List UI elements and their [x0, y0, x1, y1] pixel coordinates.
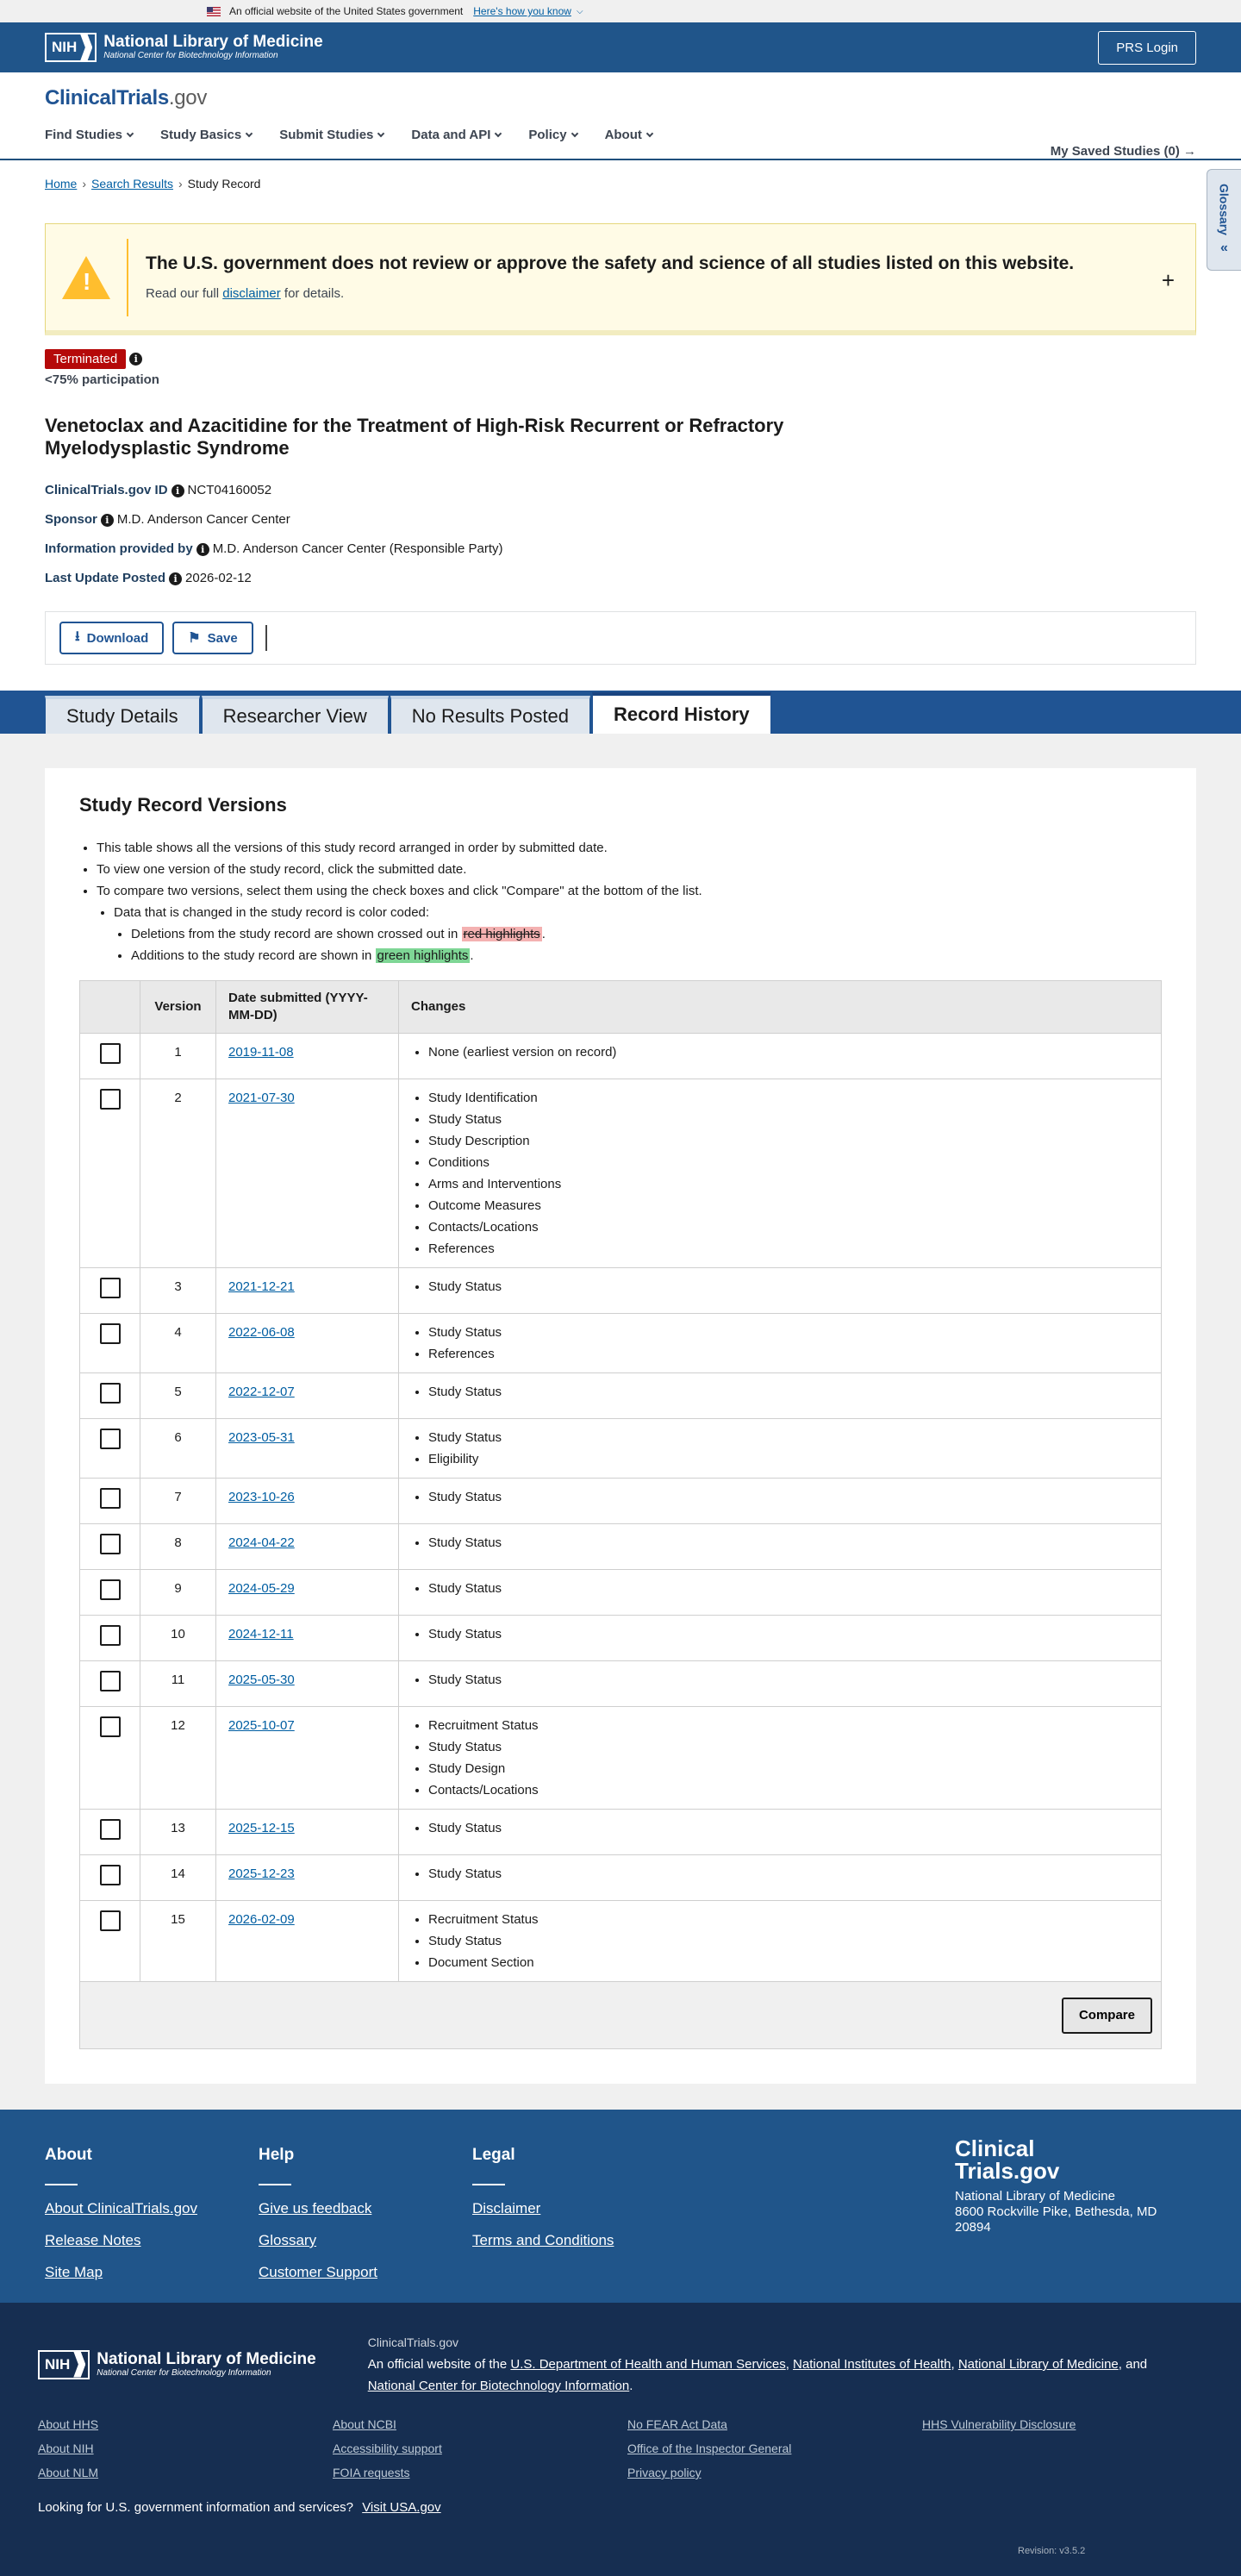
version-checkbox[interactable] — [100, 1383, 121, 1404]
expand-plus-icon[interactable]: + — [1161, 267, 1175, 293]
version-number: 4 — [140, 1314, 216, 1373]
change-item: • Contacts/Locations — [428, 1779, 1149, 1801]
change-item: • Study Status — [428, 1863, 1149, 1885]
version-date-link[interactable]: 2025-05-30 — [228, 1673, 295, 1687]
last-update-value: 2026-02-12 — [185, 571, 252, 585]
arrow-right-icon: → — [1183, 144, 1196, 159]
version-number: 6 — [140, 1419, 216, 1479]
nav-data-api[interactable]: Data and API — [411, 128, 501, 142]
version-date-link[interactable]: 2025-12-23 — [228, 1866, 295, 1881]
version-checkbox[interactable] — [100, 1429, 121, 1449]
version-checkbox[interactable] — [100, 1323, 121, 1344]
change-item: • Document Section — [428, 1952, 1149, 1973]
green-highlight-sample: green highlights — [377, 948, 469, 963]
participation-text: <75% participation — [45, 372, 159, 387]
changes-list — [428, 1087, 1149, 1260]
footer-legal-title: Legal — [472, 2146, 515, 2164]
footer-underline — [472, 2184, 505, 2185]
footer-bottom — [0, 2303, 1241, 2576]
action-bar — [45, 611, 1196, 665]
info-icon[interactable]: i — [171, 485, 184, 497]
footer-link[interactable]: Customer Support — [259, 2264, 377, 2280]
version-checkbox[interactable] — [100, 1671, 121, 1691]
footer-link[interactable]: Accessibility support — [333, 2442, 442, 2455]
version-date-link[interactable]: 2026-02-09 — [228, 1912, 295, 1927]
table-row — [80, 1479, 1162, 1524]
footer-address: National Library of Medicine 8600 Rockville Pike, Bethesda, MD 20894 — [955, 2189, 1157, 2235]
nct-id-value: NCT04160052 — [187, 483, 272, 497]
record-history-section — [0, 734, 1241, 2110]
change-item: • References — [428, 1238, 1149, 1260]
footer-top — [0, 2110, 1241, 2303]
change-item: • References — [428, 1343, 1149, 1365]
change-item: • Study Status — [428, 1322, 1149, 1343]
tab-no-results-posted[interactable]: No Results Posted — [390, 696, 590, 734]
chevron-down-icon — [246, 129, 253, 136]
changes-list — [428, 1276, 1149, 1297]
change-item: • Study Status — [428, 1381, 1149, 1403]
version-date-link[interactable]: 2024-04-22 — [228, 1535, 295, 1550]
version-number: 15 — [140, 1901, 216, 1982]
changes-column-header: Changes — [399, 981, 1162, 1034]
version-date-link[interactable]: 2025-10-07 — [228, 1718, 295, 1733]
usa-gov-link[interactable]: Visit USA.gov — [362, 2500, 441, 2515]
note-item: • Deletions from the study record are shown crossed out in red highlights . — [131, 923, 1162, 945]
nav-find-studies[interactable]: Find Studies — [45, 128, 133, 142]
nlm-logo-subtitle: National Center for Biotechnology Information — [103, 51, 278, 60]
prs-login-button[interactable]: PRS Login — [1098, 31, 1196, 65]
breadcrumb — [0, 160, 1241, 191]
usa-gov-line: Looking for U.S. government information and services? Visit USA.gov — [38, 2500, 441, 2515]
breadcrumb-separator-icon: › — [178, 177, 183, 191]
footer-link[interactable]: Disclaimer — [472, 2200, 541, 2216]
note-item: • Additions to the study record are shown in green highlights . — [131, 945, 1162, 966]
version-column-header: Version — [140, 981, 216, 1034]
how-you-know-link[interactable]: Here's how you know — [473, 5, 571, 17]
version-number: 13 — [140, 1810, 216, 1855]
table-row — [80, 1810, 1162, 1855]
table-row — [80, 1570, 1162, 1616]
chevron-down-icon — [571, 129, 577, 136]
footer-link[interactable]: Privacy policy — [627, 2466, 702, 2479]
site-header — [0, 72, 1241, 160]
change-item: • None (earliest version on record) — [428, 1041, 1149, 1063]
red-highlight-sample: red highlights — [463, 927, 540, 941]
sponsor-value: M.D. Anderson Cancer Center — [116, 512, 290, 527]
version-checkbox[interactable] — [100, 1488, 121, 1509]
version-checkbox[interactable] — [100, 1278, 121, 1298]
version-number: 8 — [140, 1524, 216, 1570]
date-column-header: Date submitted (YYYY-MM-DD) — [216, 981, 399, 1034]
alert-divider — [127, 239, 128, 316]
main-nav — [45, 128, 1196, 142]
footer-link[interactable]: Terms and Conditions — [472, 2232, 614, 2248]
table-row — [80, 1661, 1162, 1707]
chevron-down-icon — [495, 129, 502, 136]
version-date-link[interactable]: 2019-11-08 — [228, 1045, 294, 1060]
action-bar-divider — [265, 625, 267, 651]
chevron-down-icon: ⌵ — [576, 6, 583, 16]
footer-underline — [45, 2184, 78, 2185]
table-row — [80, 1901, 1162, 1982]
changes-list — [428, 1715, 1149, 1801]
table-row — [80, 1707, 1162, 1810]
version-date-link[interactable]: 2023-05-31 — [228, 1430, 295, 1445]
nct-id-label: ClinicalTrials.gov ID — [45, 483, 168, 497]
clinicaltrials-logo[interactable]: ClinicalTrials.gov — [45, 86, 208, 109]
footer-link[interactable]: FOIA requests — [333, 2466, 410, 2479]
gov-banner-text: An official website of the United States government — [229, 5, 464, 17]
change-item: • Study Status — [428, 1817, 1149, 1839]
sponsor-label: Sponsor — [45, 512, 97, 527]
change-item: • Study Status — [428, 1669, 1149, 1691]
chevron-down-icon — [377, 129, 384, 136]
info-icon[interactable]: i — [169, 572, 182, 585]
download-icon: ⭳ — [75, 628, 80, 644]
change-item: • Conditions — [428, 1152, 1149, 1173]
info-icon[interactable]: i — [101, 514, 114, 527]
footer-link[interactable]: About NLM — [38, 2466, 99, 2479]
change-item: • Study Status — [428, 1486, 1149, 1508]
table-row — [80, 1524, 1162, 1570]
note-item: • To view one version of the study record, click the submitted date. — [97, 859, 1162, 880]
chevron-down-icon — [646, 129, 653, 136]
us-flag-icon — [207, 7, 221, 16]
table-row — [80, 1373, 1162, 1419]
breadcrumb-home[interactable]: Home — [45, 177, 78, 191]
footer-link[interactable]: No FEAR Act Data — [627, 2417, 727, 2431]
version-number: 11 — [140, 1661, 216, 1707]
table-row — [80, 1034, 1162, 1079]
compare-button[interactable]: Compare — [1062, 1998, 1152, 2034]
table-row — [80, 1079, 1162, 1268]
table-row — [80, 1855, 1162, 1901]
nih-logo-icon: NIH — [38, 2350, 90, 2379]
study-header — [0, 335, 1241, 585]
footer-ct-logo[interactable]: Clinical Trials.gov — [955, 2135, 1060, 2184]
footer-help-title: Help — [259, 2146, 295, 2164]
footer-underline — [259, 2184, 291, 2185]
study-title: Venetoclax and Azacitidine for the Treatment of High-Risk Recurrent or Refractory Myelodysplastic Syndrome — [45, 415, 784, 459]
info-provided-value: M.D. Anderson Cancer Center (Responsible Party) — [212, 541, 503, 556]
versions-panel — [45, 768, 1196, 2084]
footer-link[interactable]: About NIH — [38, 2442, 94, 2455]
breadcrumb-current: Study Record — [187, 177, 261, 191]
footer-about-title: About — [45, 2146, 92, 2164]
change-item: • Study Status — [428, 1930, 1149, 1952]
changes-list — [428, 1532, 1149, 1554]
versions-heading: Study Record Versions — [79, 794, 287, 816]
table-row — [80, 1314, 1162, 1373]
study-tabs — [0, 691, 1241, 734]
footer-official-text: ClinicalTrials.gov An official website of the U.S. Department of Health and Human Services, National Institutes of Health, National Library of Medicine, and National Center for Biotechnology Information. — [367, 2335, 1148, 2393]
disclaimer-alert — [45, 223, 1196, 335]
footer-link[interactable]: About ClinicalTrials.gov — [45, 2200, 197, 2216]
version-number: 5 — [140, 1373, 216, 1419]
study-meta — [45, 483, 1196, 585]
status-badge: Terminated — [45, 349, 126, 369]
table-header-row — [80, 981, 1162, 1034]
footer-link[interactable]: About NCBI — [333, 2417, 396, 2431]
footer-nlm-logo[interactable]: NIH National Library of Medicine National Center for Biotechnology Information — [38, 2332, 316, 2397]
table-row — [80, 1268, 1162, 1314]
changes-list — [428, 1381, 1149, 1403]
version-number: 12 — [140, 1707, 216, 1810]
version-date-link[interactable]: 2023-10-26 — [228, 1490, 295, 1504]
disclaimer-link[interactable]: disclaimer — [222, 286, 281, 301]
version-date-link[interactable]: 2024-05-29 — [228, 1581, 295, 1596]
footer-bottom-links — [38, 2417, 1203, 2490]
tab-researcher-view[interactable]: Researcher View — [202, 696, 389, 734]
footer-help-column — [259, 2146, 472, 2303]
version-checkbox[interactable] — [100, 1625, 121, 1646]
changes-list — [428, 1623, 1149, 1645]
change-item: • Recruitment Status — [428, 1909, 1149, 1930]
tab-record-history[interactable]: Record History — [592, 692, 771, 734]
changes-list — [428, 1578, 1149, 1599]
footer-link[interactable]: Give us feedback — [259, 2200, 372, 2216]
change-item: • Study Identification — [428, 1087, 1149, 1109]
versions-table — [79, 980, 1162, 2049]
revision-text: Revision: v3.5.2 — [1018, 2546, 1086, 2556]
table-row — [80, 1616, 1162, 1661]
info-provided-label: Information provided by — [45, 541, 193, 556]
version-number: 7 — [140, 1479, 216, 1524]
glossary-label: Glossary — [1217, 184, 1232, 235]
change-item: • Eligibility — [428, 1448, 1149, 1470]
version-date-link[interactable]: 2021-12-21 — [228, 1279, 295, 1294]
change-item: • Outcome Measures — [428, 1195, 1149, 1216]
footer-link[interactable]: About HHS — [38, 2417, 99, 2431]
footer-logo-block — [955, 2137, 1179, 2235]
changes-list — [428, 1669, 1149, 1691]
nih-link[interactable]: National Institutes of Health — [793, 2357, 951, 2372]
breadcrumb-search-results[interactable]: Search Results — [91, 177, 173, 191]
version-checkbox[interactable] — [100, 1716, 121, 1737]
select-column-header — [80, 981, 140, 1034]
change-item: • Study Status — [428, 1578, 1149, 1599]
version-number: 9 — [140, 1570, 216, 1616]
version-date-link[interactable]: 2021-07-30 — [228, 1091, 295, 1105]
change-item: • Contacts/Locations — [428, 1216, 1149, 1238]
nih-header — [0, 22, 1241, 72]
download-button[interactable]: ⭳ Download — [59, 622, 164, 654]
version-checkbox[interactable] — [100, 1865, 121, 1885]
versions-notes — [97, 837, 1162, 966]
note-item: • To compare two versions, select them using the check boxes and click "Compare" at the bottom of the list. • Data that is changed in the study record is color coded: • Deletions from the study record are shown crossed out in red highlights . • Additions to the study record are shown in green highlights . — [97, 880, 1162, 966]
hhs-link[interactable]: U.S. Department of Health and Human Services — [510, 2357, 786, 2372]
changes-list — [428, 1817, 1149, 1839]
changes-list — [428, 1427, 1149, 1470]
version-checkbox[interactable] — [100, 1579, 121, 1600]
nav-study-basics[interactable]: Study Basics — [160, 128, 252, 142]
version-checkbox[interactable] — [100, 1819, 121, 1840]
version-date-link[interactable]: 2025-12-15 — [228, 1821, 295, 1835]
footer-link[interactable]: Glossary — [259, 2232, 317, 2248]
version-date-link[interactable]: 2024-12-11 — [228, 1627, 294, 1641]
version-number: 14 — [140, 1855, 216, 1901]
footer-about-column — [45, 2146, 259, 2303]
warning-icon: ! — [62, 256, 110, 299]
changes-list — [428, 1863, 1149, 1885]
change-item: • Study Design — [428, 1758, 1149, 1779]
change-item: • Study Status — [428, 1276, 1149, 1297]
change-item: • Study Description — [428, 1130, 1149, 1152]
change-item: • Study Status — [428, 1532, 1149, 1554]
footer-link[interactable]: Release Notes — [45, 2232, 141, 2248]
nih-logo-icon: NIH — [45, 33, 97, 62]
changes-list — [428, 1909, 1149, 1973]
compare-row — [80, 1982, 1162, 2049]
footer-link[interactable]: HHS Vulnerability Disclosure — [922, 2417, 1076, 2431]
gov-banner — [0, 0, 1241, 22]
breadcrumb-separator-icon: › — [82, 177, 87, 191]
nlm-link[interactable]: National Library of Medicine — [957, 2357, 1119, 2372]
change-item: • Arms and Interventions — [428, 1173, 1149, 1195]
change-item: • Recruitment Status — [428, 1715, 1149, 1736]
version-date-link[interactable]: 2022-12-07 — [228, 1385, 295, 1399]
bookmark-icon: ⚑ — [188, 631, 201, 646]
double-chevron-left-icon: « — [1220, 240, 1228, 255]
alert-text: Read our full disclaimer for details. — [146, 286, 345, 301]
footer-legal-column — [472, 2146, 686, 2303]
version-number: 10 — [140, 1616, 216, 1661]
version-date-link[interactable]: 2022-06-08 — [228, 1325, 295, 1340]
footer-link[interactable]: Site Map — [45, 2264, 103, 2280]
save-button[interactable]: ⚑ Save — [172, 622, 253, 654]
tab-study-details[interactable]: Study Details — [45, 696, 200, 734]
changes-list — [428, 1486, 1149, 1508]
nav-submit-studies[interactable]: Submit Studies — [279, 128, 384, 142]
change-item: • Study Status — [428, 1427, 1149, 1448]
nlm-logo-title: National Library of Medicine — [103, 33, 323, 51]
ncbi-link[interactable]: National Center for Biotechnology Information — [367, 2379, 630, 2393]
info-icon[interactable]: i — [129, 353, 142, 366]
version-number: 3 — [140, 1268, 216, 1314]
nav-about[interactable]: About — [605, 128, 652, 142]
version-checkbox[interactable] — [100, 1534, 121, 1554]
chevron-down-icon — [127, 129, 134, 136]
note-item: • Data that is changed in the study record is color coded: • Deletions from the study record are shown crossed out in red highlights . • Additions to the study record are shown in green highlights . — [114, 902, 1162, 966]
version-checkbox[interactable] — [100, 1089, 121, 1110]
version-checkbox[interactable] — [100, 1910, 121, 1931]
note-item — [79, 859, 1162, 966]
glossary-tab[interactable] — [1207, 169, 1241, 271]
change-item: • Study Status — [428, 1736, 1149, 1758]
alert-title: The U.S. government does not review or approve the safety and science of all studies listed on this website. — [146, 253, 1075, 273]
version-number: 1 — [140, 1034, 216, 1079]
change-item: • Study Status — [428, 1109, 1149, 1130]
change-item: • Study Status — [428, 1623, 1149, 1645]
changes-list — [428, 1322, 1149, 1365]
info-icon[interactable]: i — [196, 543, 209, 556]
table-row — [80, 1419, 1162, 1479]
changes-list — [428, 1041, 1149, 1063]
last-update-label: Last Update Posted — [45, 571, 166, 585]
footer-link[interactable]: Office of the Inspector General — [627, 2442, 792, 2455]
nlm-logo[interactable] — [45, 33, 323, 62]
version-checkbox[interactable] — [100, 1043, 121, 1064]
note-item: • This table shows all the versions of this study record arranged in order by submitted date. — [97, 837, 1162, 859]
version-number: 2 — [140, 1079, 216, 1268]
saved-studies-link[interactable]: My Saved Studies (0) → — [1050, 144, 1196, 159]
nav-policy[interactable]: Policy — [528, 128, 577, 142]
